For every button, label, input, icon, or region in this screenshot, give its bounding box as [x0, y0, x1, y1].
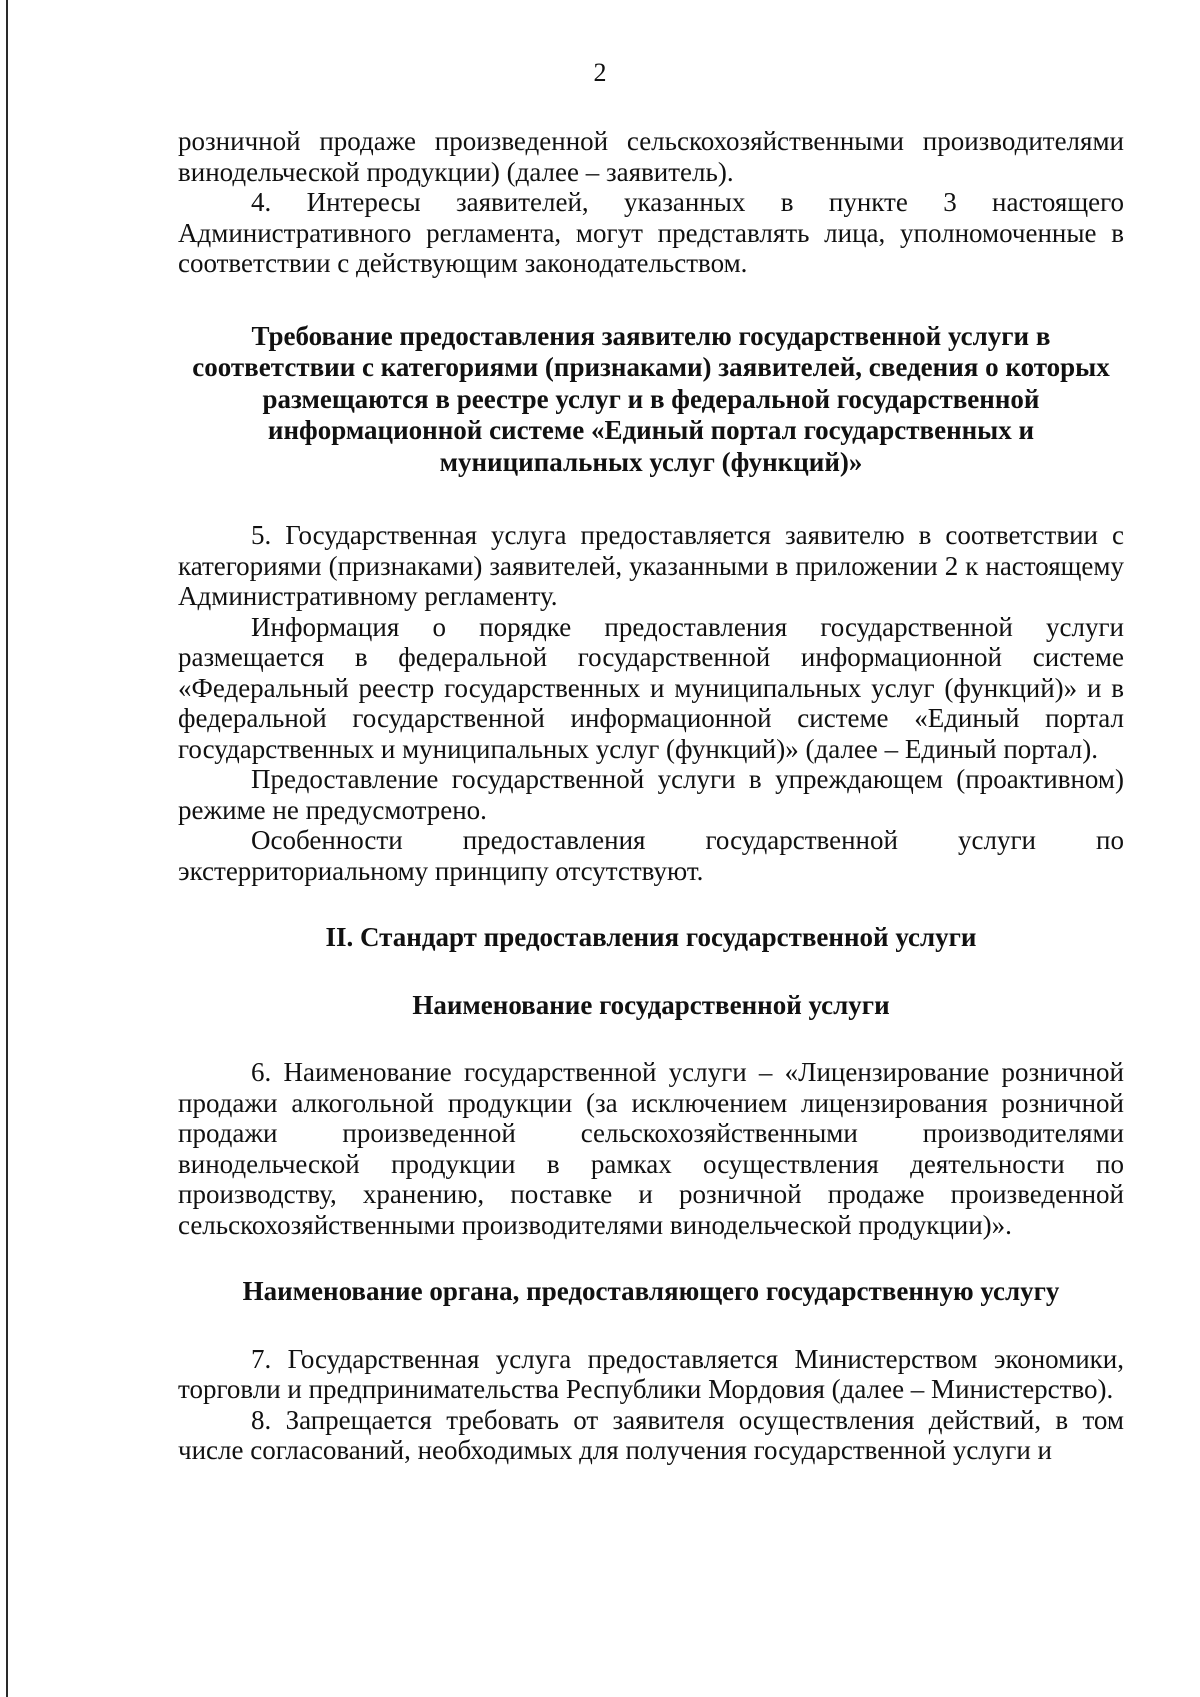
paragraph-5-extraterritorial: Особенности предоставления государственной услуги по экстерриториальному принципу отсутствуют. — [178, 825, 1124, 886]
paragraph-5-proactive: Предоставление государственной услуги в упреждающем (проактивном) режиме не предусмотрено. — [178, 764, 1124, 825]
paragraph-7: 7. Государственная услуга предоставляется Министерством экономики, торговли и предпринимательства Республики Мордовия (далее – Министерство). — [178, 1343, 1124, 1404]
heading-service-name: Наименование государственной услуги — [412, 989, 890, 1020]
page-number: 2 — [593, 58, 607, 87]
paragraph-5: 5. Государственная услуга предоставляется заявителю в соответствии с категориями (признаками) заявителей, указанными в приложении 2 к настоящему Административному регламенту. — [178, 520, 1124, 611]
paragraph-6: 6. Наименование государственной услуги – «Лицензирование розничной продажи алкогольной продукции (за исключением лицензирования розничной продажи произведенной сельскохозяйственными производителями винодельческой продукции в рамках осуществления деятельности по производству, хранению, поставке и розничной продаже произведенной сельскохозяйственными производителями винодельческой продукции)». — [178, 1057, 1124, 1240]
paragraph-8: 8. Запрещается требовать от заявителя осуществления действий, в том числе согласований, необходимых для получения государственной услуги и — [178, 1404, 1124, 1465]
scan-edge-line — [6, 0, 8, 1697]
document-body — [178, 126, 1124, 1466]
paragraph-4: 4. Интересы заявителей, указанных в пункте 3 настоящего Административного регламента, могут представлять лица, уполномоченные в соответствии с действующим законодательством. — [178, 187, 1124, 278]
heading-section-2: II. Стандарт предоставления государственной услуги — [325, 922, 977, 952]
paragraph-continuation: розничной продаже произведенной сельскохозяйственными производителями винодельческой продукции) (далее – заявитель). — [178, 126, 1124, 187]
paragraph-5-information: Информация о порядке предоставления государственной услуги размещается в федеральной государственной информационной системе «Федеральный реестр государственных и муниципальных услуг (функций)» и в федеральной государственной информационной системе «Единый портал государственных и муниципальных услуг (функций)» (далее – Единый портал). — [178, 611, 1124, 764]
heading-requirement: Требование предоставления заявителю государственной услуги в соответствии с категориями (признаками) заявителей, сведения о которых размещаются в реестре услуг и в федеральной государственной информационной системе «Единый портал государственных и муниципальных услуг (функций)» — [192, 320, 1110, 477]
heading-agency-name: Наименование органа, предоставляющего государственную услугу — [242, 1276, 1060, 1306]
